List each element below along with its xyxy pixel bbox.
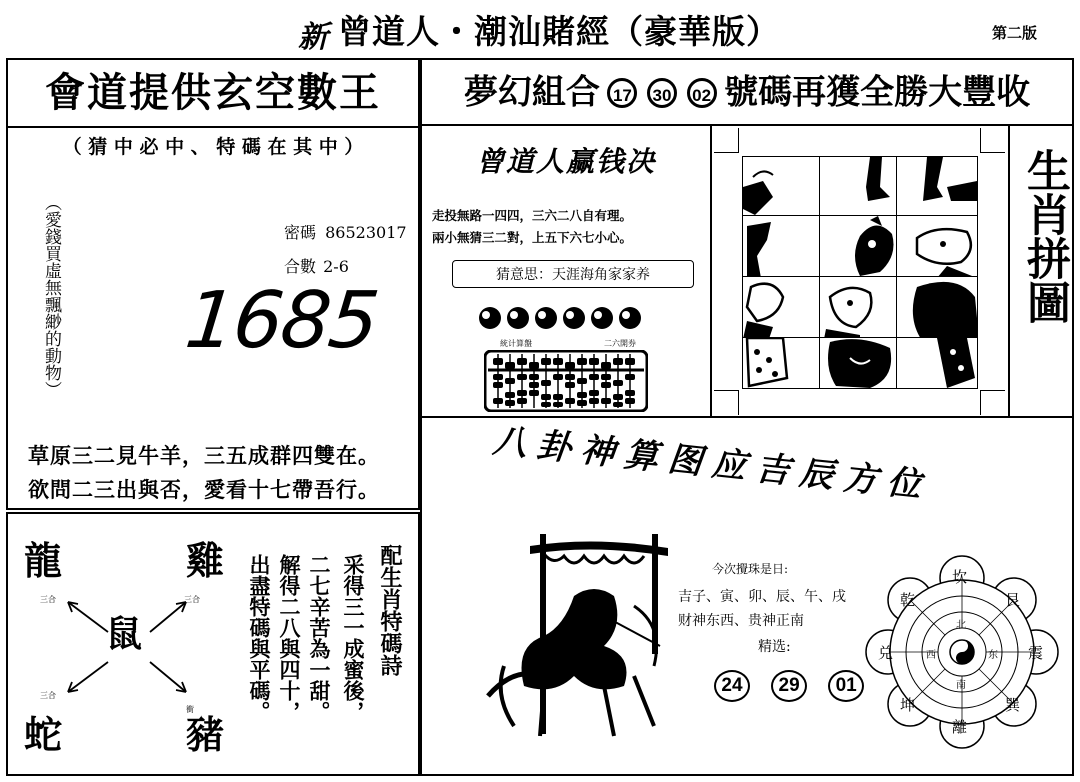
win-money-title: 曾道人赢钱决 [475, 145, 656, 178]
direction-south: 南 [956, 680, 966, 691]
banner-text: 會道提供玄空數王 [45, 70, 381, 116]
puzzle-piece [742, 337, 820, 389]
wealth-line: 财神东西、贵神正南 [678, 613, 804, 629]
banner-text-before: 夢幻組合 [463, 72, 600, 113]
trigram-gen: 艮 [1005, 591, 1021, 609]
today-label: 今次攪珠是日: [712, 562, 789, 576]
relation-label-3: 三合 [40, 691, 56, 700]
puzzle-piece [742, 215, 820, 277]
win-money-line-1: 走投無路一四四，三六二八自有理。 [432, 208, 633, 223]
coin-row-graphic [478, 304, 658, 332]
bagua-wheel [862, 552, 1062, 752]
trigram-qian: 乾 [900, 591, 916, 609]
handwritten-number: 1685 [181, 276, 382, 366]
sum-value: 2-6 [323, 257, 349, 276]
poem-column-1: 采得三一成蜜後， [341, 554, 366, 722]
password-label: 密碼 [284, 223, 317, 242]
combo-number-3: 02 [687, 78, 717, 108]
abacus-icon [484, 350, 648, 412]
poem-column-2: 二七辛苦為一甜。 [307, 554, 332, 722]
guess-text: 猜意思：天涯海角家家养 [496, 267, 650, 283]
win-money-line-2: 兩小無猜三二對，上五下六七小心。 [432, 230, 633, 245]
poem-line-2: 欲問二三出與否，愛看十七帶吾行。 [28, 477, 380, 502]
animal-dragon: 龍 [24, 538, 63, 583]
trigram-kan: 坎 [952, 568, 968, 586]
abacus-label-left: 統计算盤 [500, 339, 532, 348]
puzzle-piece [819, 276, 897, 338]
puzzle-piece [896, 276, 978, 338]
sum-row [284, 254, 349, 277]
poem-line-1: 草原三二見牛羊，三五成群四雙在。 [28, 443, 380, 468]
right-banner [420, 58, 1074, 126]
guess-box [452, 260, 694, 288]
selection-number-2: 29 [771, 670, 807, 702]
banner-text-after: 號碼再獲全勝大豐收 [724, 72, 1031, 113]
puzzle-piece [896, 156, 978, 216]
password-value: 86523017 [325, 223, 407, 242]
auspicious-line: 吉子、寅、卯、辰、午、戌 [678, 589, 846, 605]
selection-number-1: 24 [714, 670, 750, 702]
header [0, 4, 1080, 54]
page-title: 曾道人・潮汕賭經（豪華版） [338, 12, 780, 51]
abacus-graphic [484, 350, 648, 416]
direction-north: 北 [956, 620, 966, 631]
puzzle-piece [896, 337, 978, 389]
zodiac-puzzle-panel [710, 124, 1074, 418]
selection-label: 精选: [758, 639, 791, 655]
sum-label: 合數 [284, 257, 317, 276]
warrior-illustration [484, 526, 684, 748]
animal-pig: 豬 [186, 712, 225, 757]
coin-row [478, 304, 658, 332]
poem-column-4: 出盡特碼與平碼。 [247, 554, 272, 722]
puzzle-frame [712, 126, 1010, 416]
animal-snake: 蛇 [24, 712, 63, 757]
riddle-vertical: （愛錢買虛無飄緲的動物） [41, 194, 61, 398]
password-row [284, 220, 407, 243]
edition-label: 第二版 [992, 24, 1038, 42]
left-subtitle: （ 猜 中 必 中 、 特 碼 在 其 中 ） [62, 136, 364, 158]
puzzle-piece [896, 215, 978, 277]
puzzle-piece [819, 215, 897, 277]
zodiac-puzzle-title: 生肖拼圖 [1019, 148, 1070, 324]
relation-label-1: 三合 [40, 595, 56, 604]
poem-column-3: 解得二八與四十， [277, 554, 302, 722]
left-top-panel [6, 58, 420, 510]
trigram-zhen: 震 [1028, 644, 1044, 662]
abacus-label-right: 二六開券 [604, 339, 636, 348]
bottom-left-panel [6, 512, 420, 776]
trigram-kun: 坤 [900, 696, 916, 714]
puzzle-piece [742, 276, 820, 338]
trigram-dui: 兑 [878, 644, 894, 662]
selection-row [706, 670, 872, 702]
relation-label-4: 衝 [186, 705, 194, 714]
combo-number-2: 30 [647, 78, 677, 108]
bagua-panel [420, 416, 1074, 776]
banner-box [8, 60, 418, 128]
puzzle-piece [742, 156, 820, 216]
animal-rooster: 雞 [186, 538, 225, 583]
warrior-icon [484, 526, 684, 744]
trigram-li: 離 [952, 718, 968, 736]
header-prefix: 新 [298, 20, 328, 55]
direction-west: 西 [926, 650, 936, 661]
relation-label-2: 三合 [184, 595, 200, 604]
combo-number-1: 17 [607, 78, 637, 108]
trigram-xun: 巽 [1005, 696, 1021, 714]
selection-number-3: 01 [828, 670, 864, 702]
puzzle-piece [819, 337, 897, 389]
direction-east: 东 [988, 650, 998, 661]
win-money-panel [420, 124, 712, 418]
puzzle-piece [819, 156, 897, 216]
poem-title: 配生肖特碼詩 [377, 544, 403, 676]
animal-rat: 鼠 [106, 613, 143, 655]
relation-arrows [8, 514, 248, 774]
bagua-title: 八卦神算图应吉辰方位 [491, 420, 933, 507]
